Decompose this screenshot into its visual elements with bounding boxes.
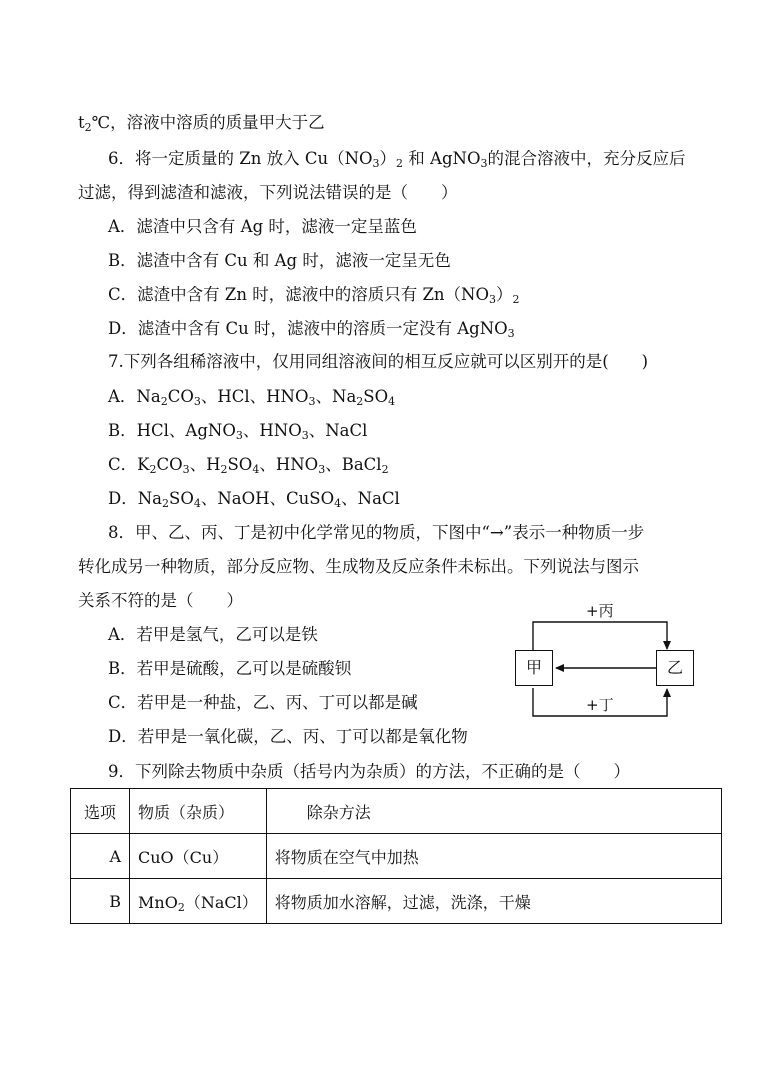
q7-option-a: A．$Na_2CO_3$、HCl、$HNO_3$、$Na_2SO_4$ [108, 387, 396, 408]
header-option: 选项 [71, 789, 130, 834]
q6-stem-line1: 6．将一定质量的 Zn 放入 $Cu(NO_3)_2$ 和 AgNO$_3$的混合溶液中，充分反应后 [108, 149, 686, 170]
q7-option-c: C．$K_2CO_3$、$H_2SO_4$、$HNO_3$、BaCl$_2$ [108, 455, 389, 476]
q8-option-a: A．若甲是氢气，乙可以是铁 [108, 625, 318, 644]
node-jia: 甲 [515, 650, 553, 686]
q8-option-c: C．若甲是一种盐，乙、丙、丁可以都是碱 [108, 693, 418, 712]
q5-tail-line: $t_2℃$，溶液中溶质的质量甲大于乙 [78, 113, 325, 134]
node-yi: 乙 [656, 650, 694, 686]
label-plus-ding: +丁 [586, 696, 614, 714]
q8-stem-line3: 关系不符的是（ ） [78, 591, 243, 610]
q6-option-c: C．滤渣中含有 Zn 时，滤液中的溶质只有 $Zn(NO_3)_2$ [108, 285, 520, 306]
q9-stem: 9．下列除去物质中杂质（括号内为杂质）的方法，不正确的是（ ） [108, 762, 630, 781]
row-a-option: A [71, 834, 130, 879]
q6-stem-line2: 过滤，得到滤渣和滤液，下列说法错误的是（ ） [78, 183, 458, 202]
label-plus-bing: +丙 [586, 602, 614, 620]
header-method: 除杂方法 [266, 789, 721, 834]
q7-stem: 7.下列各组稀溶液中，仅用同组溶液间的相互反应就可以区别开的是( ) [108, 352, 649, 371]
q8-option-b: B．若甲是硫酸，乙可以是硫酸钡 [108, 659, 352, 678]
q7-option-d: D．$Na_2SO_4$、NaOH、CuSO$_4$、NaCl [108, 489, 400, 510]
row-b-substance: MnO$_2$（NaCl） [130, 879, 267, 924]
table-header-row [71, 789, 722, 834]
row-a-method: 将物质在空气中加热 [266, 834, 721, 879]
q8-stem-line1: 8．甲、乙、丙、丁是初中化学常见的物质，下图中“→”表示一种物质一步 [108, 523, 645, 542]
q8-option-d: D．若甲是一氧化碳，乙、丙、丁可以都是氧化物 [108, 727, 468, 746]
q8-stem-line2: 转化成另一种物质，部分反应物、生成物及反应条件未标出。下列说法与图示 [78, 557, 639, 576]
table-row [71, 834, 722, 879]
q6-option-b: B．滤渣中含有 Cu 和 Ag 时，滤液一定呈无色 [108, 251, 451, 270]
table-row [71, 879, 722, 924]
q6-option-d: D．滤渣中含有 Cu 时，滤液中的溶质一定没有 AgNO$_3$ [108, 319, 515, 340]
row-b-method: 将物质加水溶解，过滤，洗涤，干燥 [266, 879, 721, 924]
row-a-substance: CuO（Cu） [130, 834, 267, 879]
row-b-option: B [71, 879, 130, 924]
arrow-top [533, 622, 667, 650]
q9-table [70, 788, 722, 924]
header-substance: 物质（杂质） [130, 789, 267, 834]
q7-option-b: B．HCl、AgNO$_3$、$HNO_3$、NaCl [108, 421, 368, 442]
q6-option-a: A．滤渣中只含有 Ag 时，滤液一定呈蓝色 [108, 217, 417, 236]
q8-conversion-diagram [500, 592, 710, 722]
